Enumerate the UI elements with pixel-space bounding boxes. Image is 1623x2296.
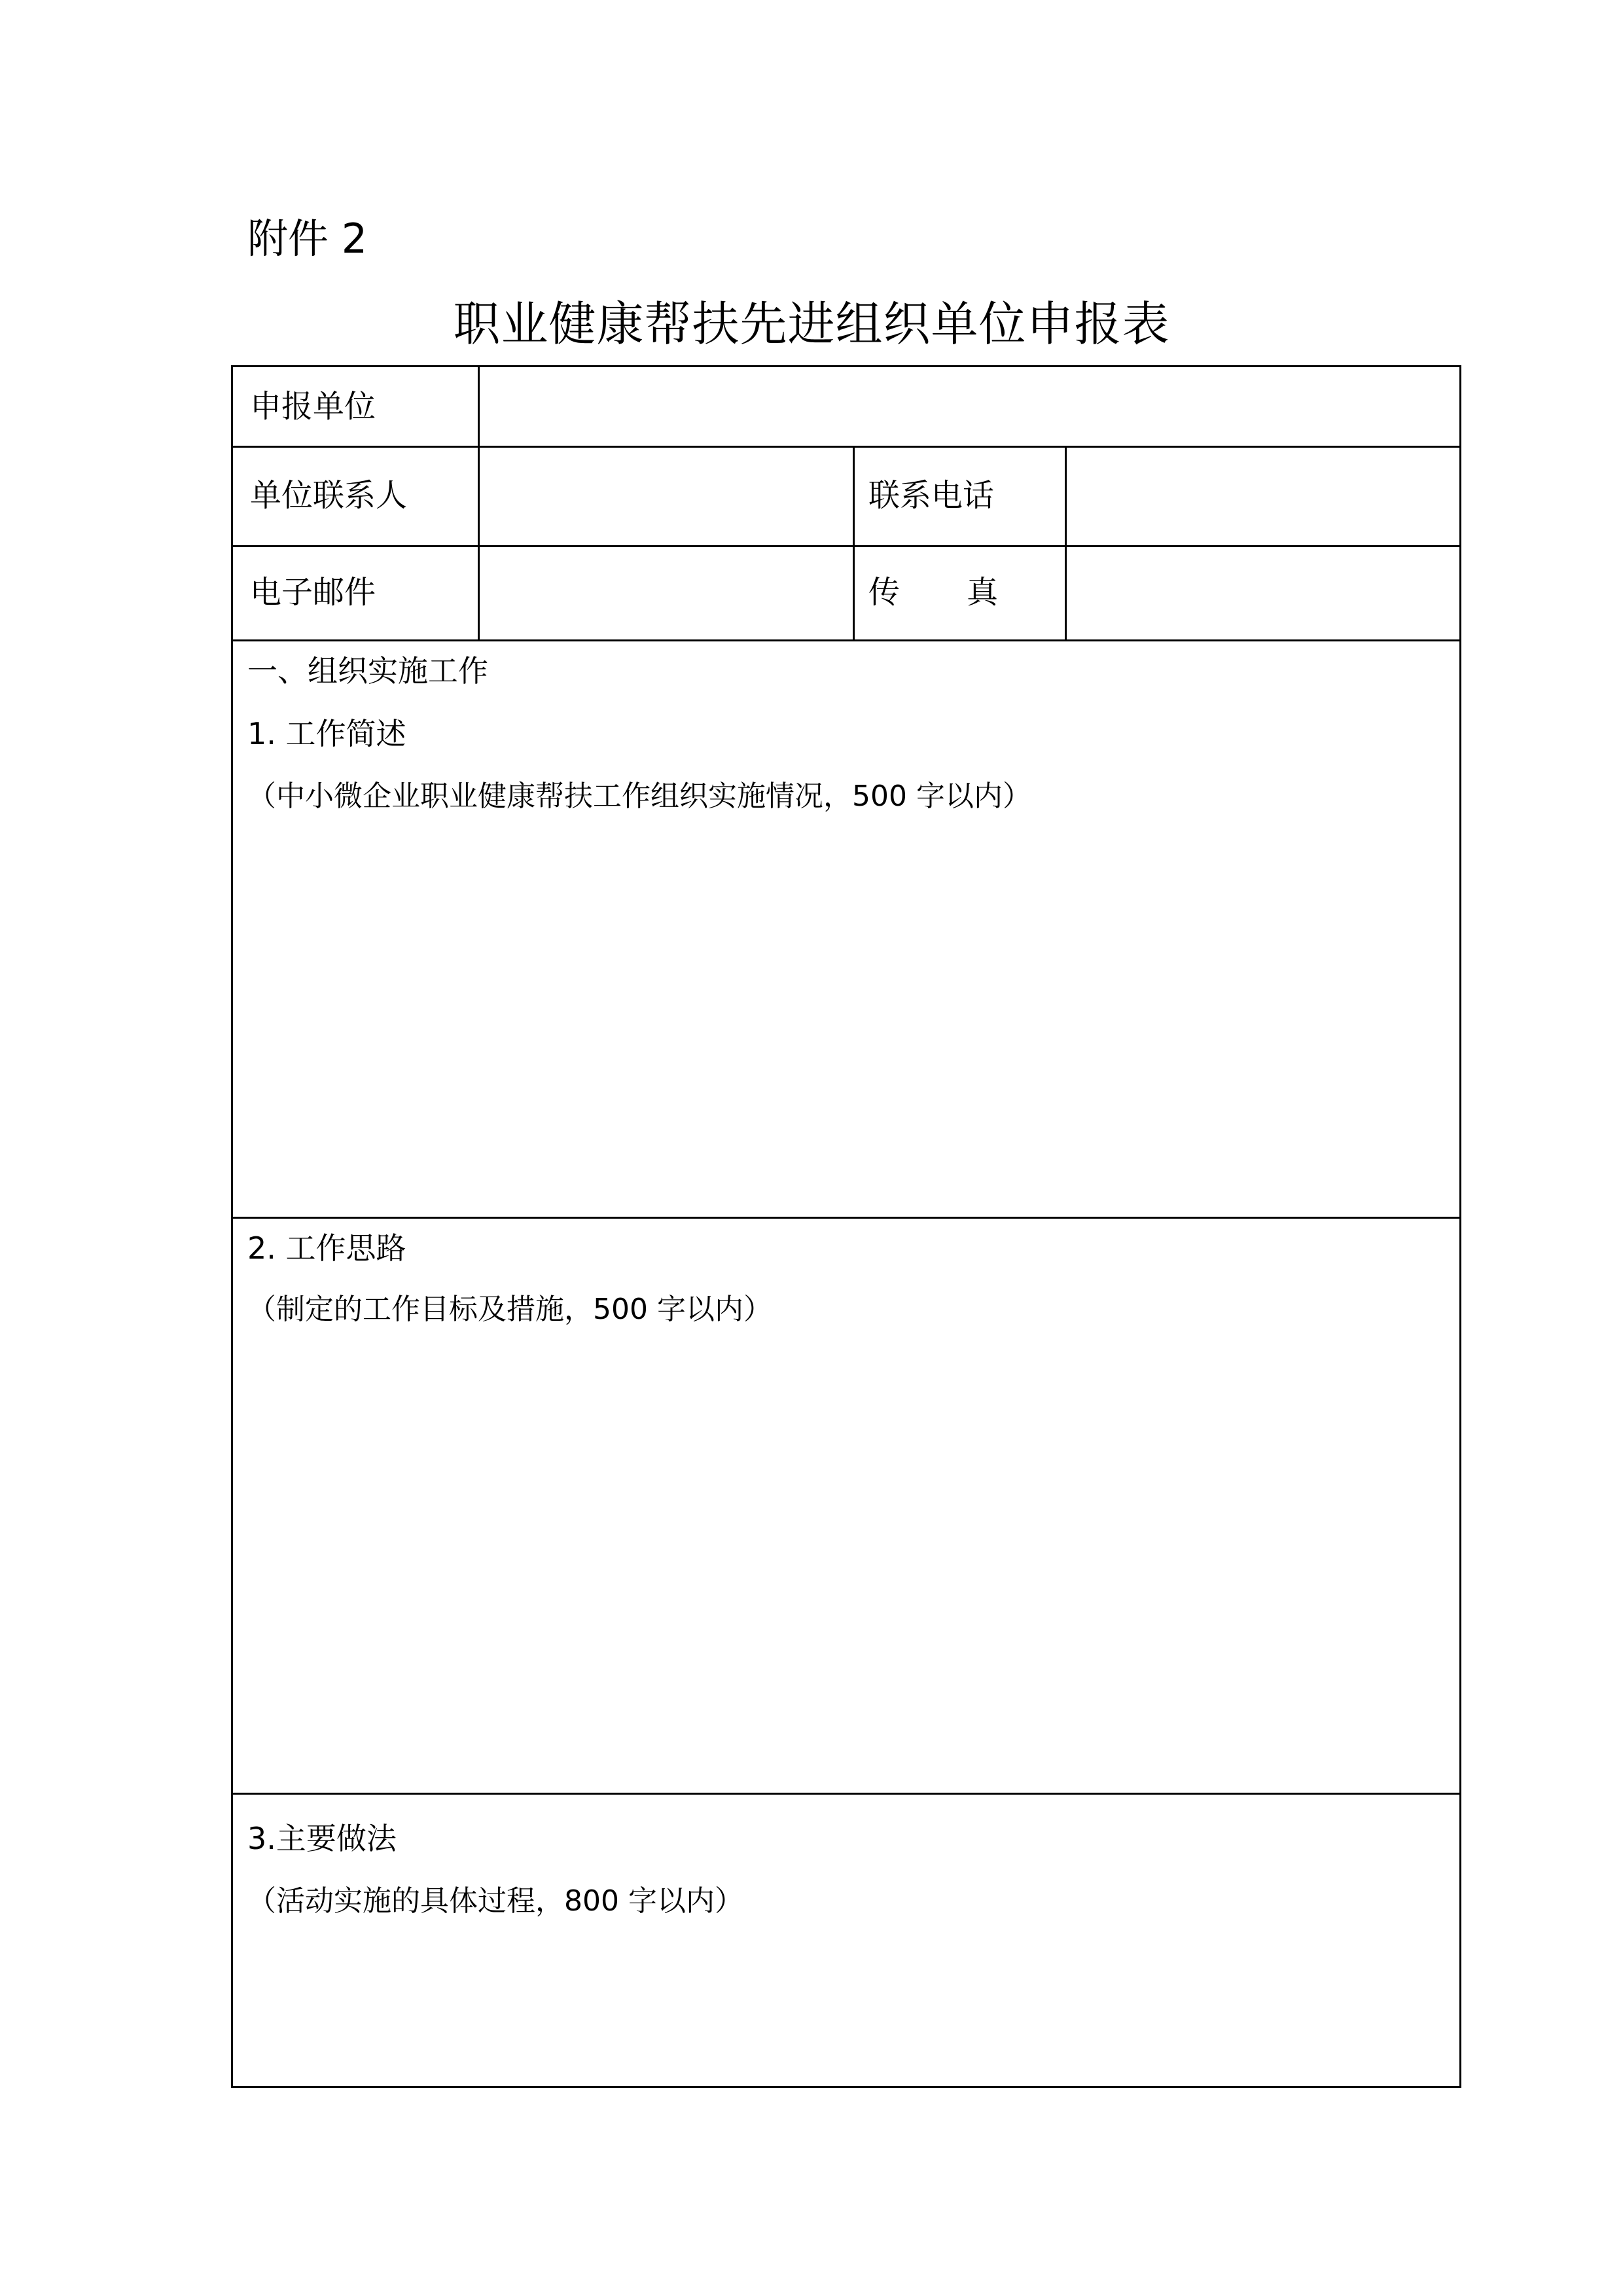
item-hint-work-approach: （制定的工作目标及措施，500 字以内） [247, 1293, 772, 1326]
item-title-work-approach: 2. 工作思路 [247, 1230, 406, 1266]
row-divider [233, 639, 1459, 641]
fax-input[interactable] [1067, 547, 1459, 639]
unit-input[interactable] [480, 367, 1459, 446]
email-label: 电子邮件 [250, 574, 376, 611]
work-approach-textarea[interactable] [233, 1338, 1459, 1793]
contact-phone-label: 联系电话 [868, 477, 995, 514]
fax-label-char: 真 [967, 574, 999, 611]
fax-label [868, 573, 999, 612]
document-title: 职业健康帮扶先进组织单位申报表 [453, 296, 1170, 351]
column-divider [478, 367, 480, 639]
item-title-main-practices: 3.主要做法 [247, 1821, 397, 1856]
column-divider [853, 446, 855, 639]
section-divider [233, 1217, 1459, 1219]
attachment-label: 附件 2 [247, 215, 368, 262]
item-hint-work-summary: （中小微企业职业健康帮扶工作组织实施情况，500 字以内） [247, 780, 1031, 813]
main-practices-textarea[interactable] [233, 1930, 1459, 2086]
item-title-work-summary: 1. 工作简述 [247, 716, 406, 751]
section-divider [233, 1793, 1459, 1795]
contact-person-label: 单位联系人 [250, 477, 408, 514]
contact-person-input[interactable] [480, 448, 852, 545]
unit-label: 申报单位 [250, 388, 376, 425]
work-summary-textarea[interactable] [233, 825, 1459, 1217]
item-hint-main-practices: （活动实施的具体过程，800 字以内） [247, 1884, 743, 1918]
application-form [231, 365, 1461, 2088]
contact-phone-input[interactable] [1067, 448, 1459, 545]
fax-label-char: 传 [868, 574, 901, 611]
section-heading: 一、组织实施工作 [247, 653, 488, 689]
column-divider [1065, 446, 1067, 639]
email-input[interactable] [480, 547, 852, 639]
